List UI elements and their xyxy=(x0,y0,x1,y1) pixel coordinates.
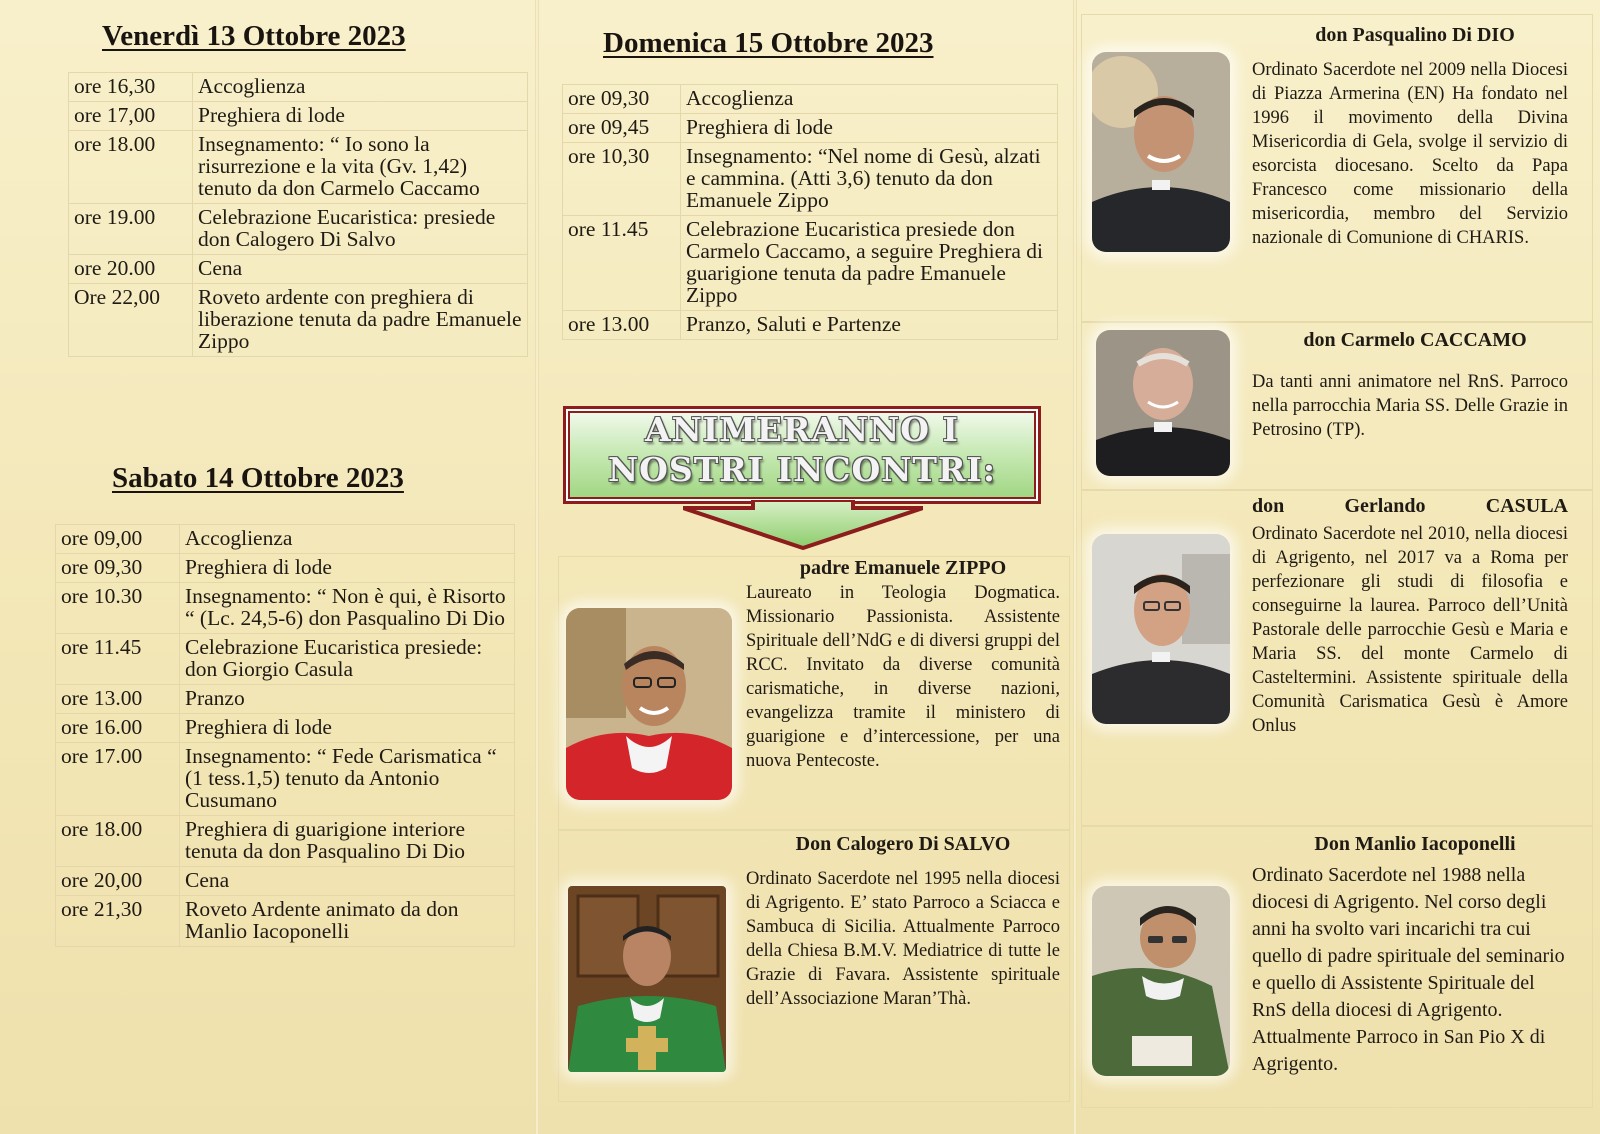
photo-disalvo xyxy=(568,886,726,1072)
schedule-time: ore 19.00 xyxy=(69,204,193,255)
schedule-time: ore 09,00 xyxy=(56,525,180,554)
schedule-activity: Preghiera di lode xyxy=(681,114,1058,143)
photo-casula xyxy=(1092,534,1230,724)
banner-line-2: NOSTRI INCONTRI: xyxy=(607,450,997,489)
speaker-bio-didio: Ordinato Sacerdote nel 2009 nella Diocesi di Piazza Armerina (EN) Ha fondato nel 1996 il movimento della Divina Misericordia di Gela, svolge il servizio di esorcista diocesano. Scelto da Papa Francesco come missionario della misericordia, membro del Servizio nazionale di Comunione di CHARIS. xyxy=(1252,60,1568,248)
schedule-row xyxy=(563,216,1058,311)
schedule-time: ore 18.00 xyxy=(69,131,193,204)
fold-line xyxy=(1073,0,1077,1134)
schedule-time: ore 20,00 xyxy=(56,867,180,896)
schedule-activity: Insegnamento: “ Fede Carismatica “ (1 tess.1,5) tenuto da Antonio Cusumano xyxy=(180,743,515,816)
schedule-activity: Insegnamento: “Nel nome di Gesù, alzati e cammina. (Atti 3,6) tenuto da don Emanuele Zippo xyxy=(681,143,1058,216)
portrait-image xyxy=(566,608,732,800)
portrait-image xyxy=(1096,330,1230,476)
schedule-activity: Preghiera di lode xyxy=(180,714,515,743)
schedule-activity: Roveto ardente con preghiera di liberazione tenuta da padre Emanuele Zippo xyxy=(193,284,528,357)
photo-zippo xyxy=(566,608,732,800)
schedule-row xyxy=(56,525,515,554)
down-arrow-icon xyxy=(683,500,923,550)
schedule-time: Ore 22,00 xyxy=(69,284,193,357)
saturday-title: Sabato 14 Ottobre 2023 xyxy=(112,462,404,494)
schedule-time: ore 18.00 xyxy=(56,816,180,867)
schedule-time: ore 13.00 xyxy=(56,685,180,714)
schedule-row xyxy=(69,204,528,255)
schedule-row xyxy=(563,85,1058,114)
schedule-activity: Cena xyxy=(193,255,528,284)
speaker-bio-zippo: Laureato in Teologia Dogmatica. Missionario Passionista. Assistente Spirituale dell’NdG e di diversi gruppi del RCC. Invitato da diverse comunità carismatiche, in diverse nazioni, evangelizza tramite il ministero di guarigione e d’intercessione, per una nuova Pentecoste. xyxy=(746,583,1060,771)
schedule-activity: Accoglienza xyxy=(193,73,528,102)
speaker-bio-iacoponelli: Ordinato Sacerdote nel 1988 nella diocesi di Agrigento. Nel corso degli anni ha svolto vari incarichi tra cui quello di padre spirituale del seminario e quello di Assistente Spirituale del RnS della diocesi di Agrigento. Attualmente Parroco in San Pio X di Agrigento. xyxy=(1252,864,1565,1075)
schedule-time: ore 16,30 xyxy=(69,73,193,102)
photo-didio xyxy=(1092,52,1230,252)
sunday-title: Domenica 15 Ottobre 2023 xyxy=(603,27,934,59)
speaker-name-zippo: padre Emanuele ZIPPO xyxy=(799,557,1007,579)
schedule-time: ore 11.45 xyxy=(56,634,180,685)
schedule-activity: Pranzo xyxy=(180,685,515,714)
schedule-row xyxy=(69,284,528,357)
portrait-image xyxy=(1092,886,1230,1076)
fold-line xyxy=(535,0,539,1134)
schedule-row xyxy=(69,255,528,284)
schedule-row xyxy=(69,73,528,102)
schedule-row xyxy=(56,554,515,583)
schedule-activity: Insegnamento: “ Non è qui, è Risorto “ (Lc. 24,5-6) don Pasqualino Di Dio xyxy=(180,583,515,634)
portrait-image xyxy=(1092,52,1230,252)
schedule-row xyxy=(56,896,515,947)
photo-iacoponelli xyxy=(1092,886,1230,1076)
speaker-name-iacoponelli: Don Manlio Iacoponelli xyxy=(1314,833,1516,855)
schedule-row xyxy=(56,685,515,714)
speakers-banner-text xyxy=(563,410,1041,490)
banner-line-1: ANIMERANNO I xyxy=(645,410,959,449)
schedule-time: ore 17.00 xyxy=(56,743,180,816)
friday-title: Venerdì 13 Ottobre 2023 xyxy=(102,20,406,52)
schedule-row xyxy=(56,714,515,743)
schedule-time: ore 11.45 xyxy=(563,216,681,311)
speaker-name-disalvo: Don Calogero Di SALVO xyxy=(795,833,1011,855)
schedule-activity: Preghiera di lode xyxy=(180,554,515,583)
schedule-activity: Celebrazione Eucaristica presiede: don Giorgio Casula xyxy=(180,634,515,685)
schedule-activity: Celebrazione Eucaristica presiede don Carmelo Caccamo, a seguire Preghiera di guarigione tenuta da padre Emanuele Zippo xyxy=(681,216,1058,311)
speaker-bio-disalvo: Ordinato Sacerdote nel 1995 nella diocesi di Agrigento. E’ stato Parroco a Sciacca e Sambuca di Sicilia. Attualmente Parroco della Chiesa B.M.V. Mediatrice di tutte le Grazie di Favara. Assistente spirituale dell’Associazione Maran’Thà. xyxy=(746,869,1060,1009)
schedule-row xyxy=(563,143,1058,216)
speaker-name-didio: don Pasqualino Di DIO xyxy=(1315,24,1515,46)
schedule-time: ore 09,30 xyxy=(56,554,180,583)
schedule-activity: Preghiera di lode xyxy=(193,102,528,131)
schedule-activity: Insegnamento: “ Io sono la risurrezione e la vita (Gv. 1,42) tenuto da don Carmelo Caccamo xyxy=(193,131,528,204)
schedule-row xyxy=(56,583,515,634)
schedule-time: ore 13.00 xyxy=(563,311,681,340)
friday-schedule xyxy=(68,72,528,357)
schedule-time: ore 21,30 xyxy=(56,896,180,947)
schedule-time: ore 10.30 xyxy=(56,583,180,634)
schedule-activity: Celebrazione Eucaristica: presiede don Calogero Di Salvo xyxy=(193,204,528,255)
schedule-time: ore 09,30 xyxy=(563,85,681,114)
schedule-time: ore 17,00 xyxy=(69,102,193,131)
schedule-activity: Pranzo, Saluti e Partenze xyxy=(681,311,1058,340)
schedule-activity: Accoglienza xyxy=(681,85,1058,114)
schedule-row xyxy=(563,311,1058,340)
portrait-image xyxy=(568,886,726,1072)
schedule-row xyxy=(56,867,515,896)
schedule-row xyxy=(56,634,515,685)
speaker-bio-caccamo: Da tanti anni animatore nel RnS. Parroco nella parrocchia Maria SS. Delle Grazie in Petrosino (TP). xyxy=(1252,372,1568,440)
schedule-row xyxy=(56,743,515,816)
schedule-row xyxy=(563,114,1058,143)
speaker-name-casula: don Gerlando CASULA xyxy=(1252,495,1568,517)
saturday-schedule xyxy=(55,524,515,947)
schedule-activity: Roveto Ardente animato da don Manlio Iacoponelli xyxy=(180,896,515,947)
schedule-row xyxy=(56,816,515,867)
schedule-time: ore 20.00 xyxy=(69,255,193,284)
schedule-time: ore 10,30 xyxy=(563,143,681,216)
schedule-activity: Preghiera di guarigione interiore tenuta da don Pasqualino Di Dio xyxy=(180,816,515,867)
schedule-row xyxy=(69,131,528,204)
speaker-bio-casula: Ordinato Sacerdote nel 2010, nella diocesi di Agrigento, nel 2017 va a Roma per perfezionare gli studi di filosofia e conseguirne la laurea. Parroco dell’Unità Pastorale delle parrocchie Gesù e Maria e Maria SS. del monte Carmelo di Casteltermini. Assistente spirituale della Comunità Carismatica Gesù è Amore Onlus xyxy=(1252,524,1568,736)
sunday-schedule xyxy=(562,84,1058,340)
speaker-name-caccamo: don Carmelo CACCAMO xyxy=(1303,329,1527,351)
schedule-time: ore 09,45 xyxy=(563,114,681,143)
portrait-image xyxy=(1092,534,1230,724)
schedule-row xyxy=(69,102,528,131)
schedule-time: ore 16.00 xyxy=(56,714,180,743)
schedule-activity: Cena xyxy=(180,867,515,896)
photo-caccamo xyxy=(1096,330,1230,476)
schedule-activity: Accoglienza xyxy=(180,525,515,554)
